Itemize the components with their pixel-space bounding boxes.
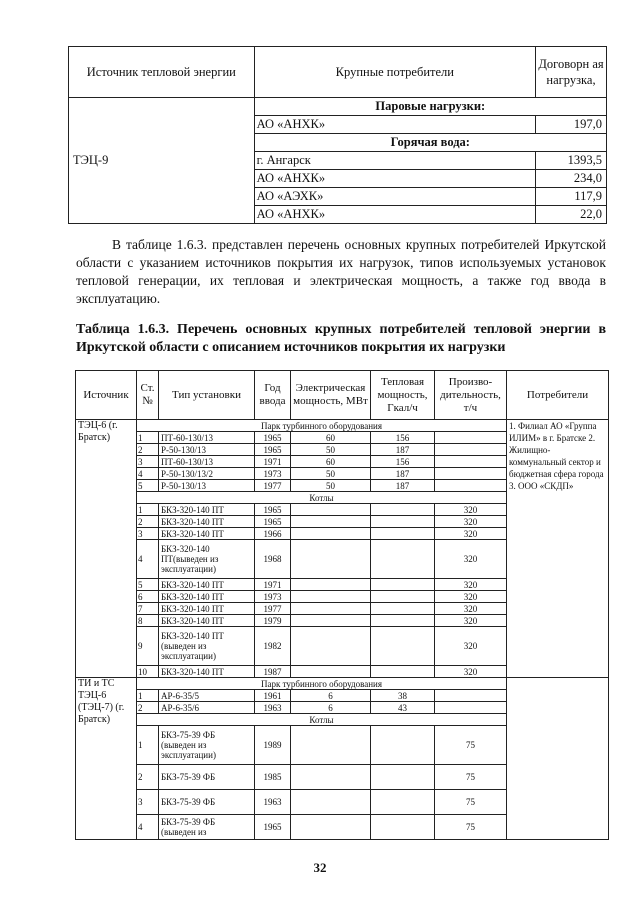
station-number: 6: [137, 591, 159, 603]
table-row: [76, 420, 609, 432]
productivity: 320: [435, 579, 507, 591]
electric-power: 6: [291, 690, 371, 702]
commission-year: 1973: [255, 591, 291, 603]
commission-year: 1966: [255, 528, 291, 540]
load-value: 117,9: [536, 188, 607, 206]
unit-type: АР-6-35/5: [159, 690, 255, 702]
header-heat-power: Тепловая мощность, Гкал/ч: [371, 371, 435, 420]
heat-power: 187: [371, 468, 435, 480]
electric-power: 6: [291, 702, 371, 714]
unit-type: БКЗ-75-39 ФБ: [159, 765, 255, 790]
header-heat-source: Источник тепловой энергии: [69, 47, 255, 98]
commission-year: 1985: [255, 765, 291, 790]
load-value: 22,0: [536, 206, 607, 224]
header-major-consumers: Крупные потребители: [254, 47, 535, 98]
table-caption: Таблица 1.6.3. Перечень основных крупных потребителей тепловой энергии в Иркутской области с описанием источников покрытия их нагрузки: [76, 322, 606, 355]
commission-year: 1965: [255, 444, 291, 456]
consumer-cell: г. Ангарск: [254, 152, 535, 170]
unit-type: БКЗ-320-140 ПТ: [159, 615, 255, 627]
heat-power: 187: [371, 480, 435, 492]
unit-type: БКЗ-75-39 ФБ: [159, 790, 255, 815]
productivity: 320: [435, 603, 507, 615]
consumers-cell: 1. Филиал АО «Группа ИЛИМ» в г. Братске 2. Жилищно-коммунальный сектор и бюджетная сфера города 3. ООО «СКДП»: [507, 420, 609, 678]
productivity: 75: [435, 815, 507, 840]
productivity: [435, 456, 507, 468]
table-header-row: [76, 371, 609, 420]
table-row: [69, 98, 607, 116]
header-consumers: Потребители: [507, 371, 609, 420]
section-title: Паровые нагрузки:: [254, 98, 606, 116]
heat-power: 38: [371, 690, 435, 702]
unit-type: БКЗ-320-140 ПТ: [159, 666, 255, 678]
load-value: 1393,5: [536, 152, 607, 170]
station-number: 3: [137, 456, 159, 468]
table-header-row: [69, 47, 607, 98]
productivity: 320: [435, 615, 507, 627]
productivity: [435, 468, 507, 480]
commission-year: 1961: [255, 690, 291, 702]
unit-type: БКЗ-320-140 ПТ(выведен из эксплуатации): [159, 540, 255, 579]
header-electric-power: Электрическая мощность, МВт: [291, 371, 371, 420]
section-boilers: Котлы: [137, 492, 507, 504]
productivity: [435, 432, 507, 444]
commission-year: 1987: [255, 666, 291, 678]
station-number: 10: [137, 666, 159, 678]
station-number: 2: [137, 702, 159, 714]
productivity: 320: [435, 540, 507, 579]
productivity: 320: [435, 504, 507, 516]
electric-power: 60: [291, 456, 371, 468]
source-cell: ТЭЦ-6 (г. Братск): [76, 420, 137, 678]
unit-type: БКЗ-320-140 ПТ: [159, 591, 255, 603]
productivity: [435, 480, 507, 492]
productivity: 320: [435, 666, 507, 678]
commission-year: 1963: [255, 790, 291, 815]
electric-power: 50: [291, 444, 371, 456]
section-boilers: Котлы: [137, 714, 507, 726]
consumer-cell: АО «АНХК»: [254, 206, 535, 224]
station-number: 1: [137, 726, 159, 765]
station-number: 7: [137, 603, 159, 615]
electric-power: 50: [291, 468, 371, 480]
heat-power: 156: [371, 432, 435, 444]
station-number: 1: [137, 504, 159, 516]
header-productivity: Произво- дительность, т/ч: [435, 371, 507, 420]
commission-year: 1973: [255, 468, 291, 480]
productivity: 75: [435, 765, 507, 790]
consumer-cell: АО «АНХК»: [254, 116, 535, 134]
productivity: 320: [435, 591, 507, 603]
unit-type: БКЗ-320-140 ПТ: [159, 528, 255, 540]
heat-power: 43: [371, 702, 435, 714]
load-value: 197,0: [536, 116, 607, 134]
unit-type: Р-50-130/13: [159, 444, 255, 456]
commission-year: 1965: [255, 516, 291, 528]
station-number: 8: [137, 615, 159, 627]
station-number: 3: [137, 528, 159, 540]
consumer-cell: АО «АНХК»: [254, 170, 535, 188]
commission-year: 1968: [255, 540, 291, 579]
station-number: 5: [137, 480, 159, 492]
unit-type: Р-50-130/13/2: [159, 468, 255, 480]
heat-source-cell: ТЭЦ-9: [69, 98, 255, 224]
commission-year: 1979: [255, 615, 291, 627]
header-commission-year: Год ввода: [255, 371, 291, 420]
consumer-cell: АО «АЭХК»: [254, 188, 535, 206]
productivity: 75: [435, 726, 507, 765]
header-contract-load: Договорн ая нагрузка,: [536, 47, 607, 98]
unit-type: БКЗ-320-140 ПТ: [159, 579, 255, 591]
station-number: 4: [137, 815, 159, 840]
electric-power: 50: [291, 480, 371, 492]
source-cell: ТИ и ТС ТЭЦ-6 (ТЭЦ-7) (г. Братск): [76, 678, 137, 840]
section-turbines: Парк турбинного оборудования: [137, 420, 507, 432]
header-station-number: Ст. №: [137, 371, 159, 420]
station-number: 1: [137, 432, 159, 444]
productivity: 320: [435, 516, 507, 528]
unit-type: ПТ-60-130/13: [159, 432, 255, 444]
commission-year: 1963: [255, 702, 291, 714]
heat-sources-table: [75, 370, 609, 840]
station-number: 9: [137, 627, 159, 666]
section-turbines: Парк турбинного оборудования: [137, 678, 507, 690]
commission-year: 1971: [255, 579, 291, 591]
heat-power: 156: [371, 456, 435, 468]
station-number: 1: [137, 690, 159, 702]
station-number: 4: [137, 540, 159, 579]
commission-year: 1977: [255, 603, 291, 615]
unit-type: БКЗ-320-140 ПТ: [159, 603, 255, 615]
station-number: 5: [137, 579, 159, 591]
commission-year: 1989: [255, 726, 291, 765]
consumers-load-table: [68, 46, 607, 224]
station-number: 2: [137, 444, 159, 456]
unit-type: БКЗ-320-140 ПТ: [159, 516, 255, 528]
productivity: [435, 444, 507, 456]
commission-year: 1977: [255, 480, 291, 492]
page-number: 32: [313, 860, 327, 875]
unit-type: АР-6-35/6: [159, 702, 255, 714]
section-title: Горячая вода:: [254, 134, 606, 152]
unit-type: БКЗ-75-39 ФБ (выведен из: [159, 815, 255, 840]
unit-type: Р-50-130/13: [159, 480, 255, 492]
unit-type: БКЗ-320-140 ПТ (выведен из эксплуатации): [159, 627, 255, 666]
commission-year: 1965: [255, 815, 291, 840]
station-number: 3: [137, 790, 159, 815]
header-source: Источник: [76, 371, 137, 420]
body-paragraph: В таблице 1.6.3. представлен перечень основных крупных потребителей Иркутской области с указанием источников покрытия их нагрузок, типов используемых установок тепловой генерации, их тепловая и электрическая мощность, а также год ввода в эксплуатацию.: [76, 237, 606, 306]
header-unit-type: Тип установки: [159, 371, 255, 420]
load-value: 234,0: [536, 170, 607, 188]
station-number: 2: [137, 765, 159, 790]
commission-year: 1971: [255, 456, 291, 468]
commission-year: 1982: [255, 627, 291, 666]
station-number: 2: [137, 516, 159, 528]
productivity: 75: [435, 790, 507, 815]
unit-type: БКЗ-320-140 ПТ: [159, 504, 255, 516]
heat-power: 187: [371, 444, 435, 456]
productivity: 320: [435, 627, 507, 666]
unit-type: БКЗ-75-39 ФБ (выведен из эксплуатации): [159, 726, 255, 765]
unit-type: ПТ-60-130/13: [159, 456, 255, 468]
table-row: [76, 678, 609, 690]
productivity: 320: [435, 528, 507, 540]
station-number: 4: [137, 468, 159, 480]
commission-year: 1965: [255, 432, 291, 444]
electric-power: 60: [291, 432, 371, 444]
commission-year: 1965: [255, 504, 291, 516]
